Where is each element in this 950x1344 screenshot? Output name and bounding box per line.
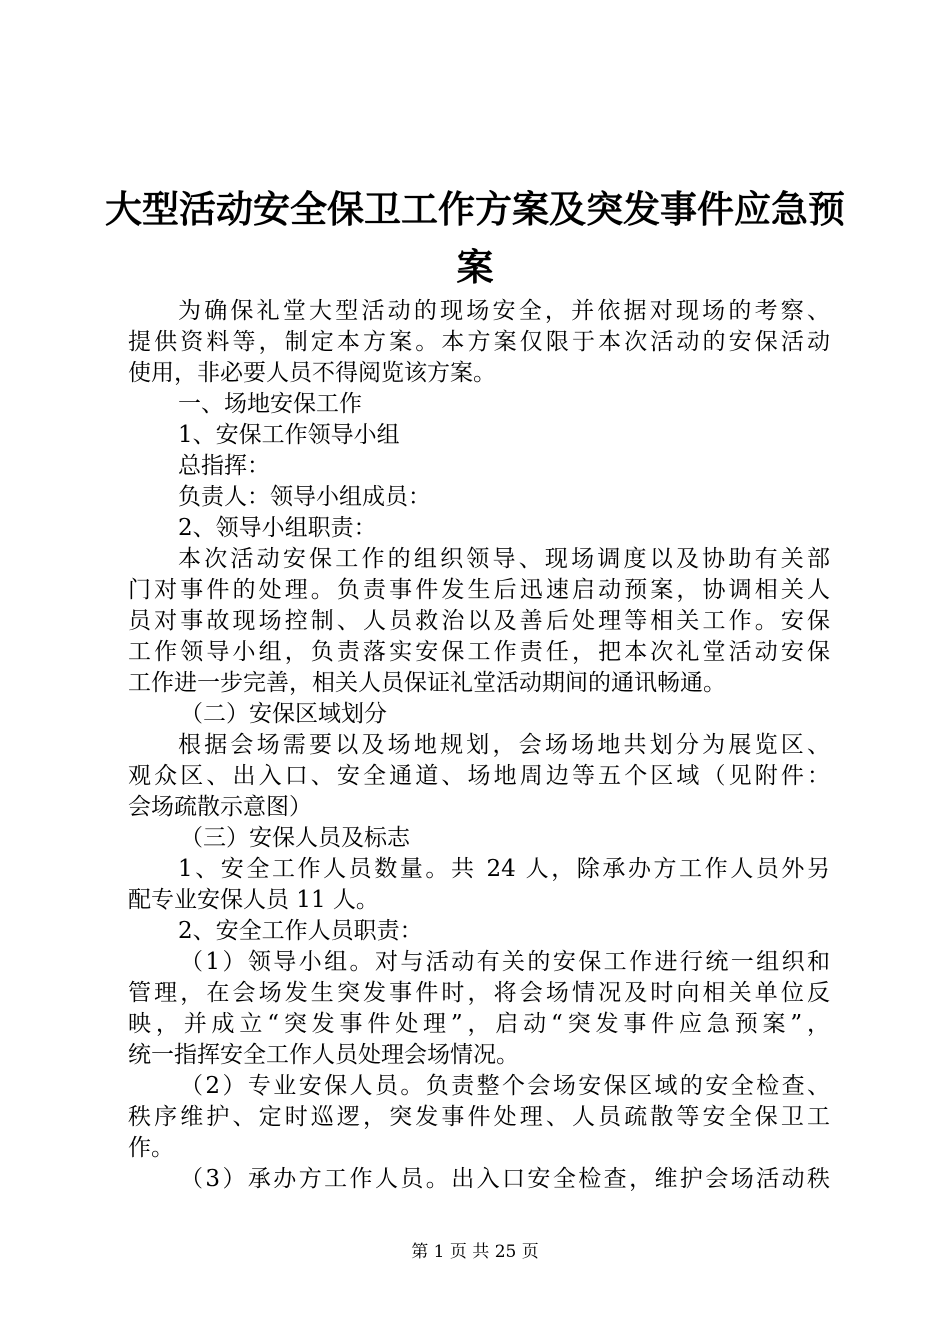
paragraph-line: 映，并成立“突发事件处理”，启动“突发事件应急预案”， (128, 1011, 830, 1037)
paragraph-line: 1、安全工作人员数量。共 24 人，除承办方工作人员外另 (178, 856, 830, 882)
document-title-line-2: 案 (456, 246, 494, 289)
paragraph-line: 工作进一步完善，相关人员保证礼堂活动期间的通讯畅通。 (128, 670, 726, 696)
paragraph-line: 统一指挥安全工作人员处理会场情况。 (128, 1042, 519, 1068)
document-title-line-1: 大型活动安全保卫工作方案及突发事件应急预 (105, 188, 845, 231)
paragraph-line: 提供资料等，制定本方案。本方案仅限于本次活动的安保活动 (128, 329, 830, 355)
subsection-heading: 2、领导小组职责： (178, 515, 377, 541)
paragraph-line: 管理，在会场发生突发事件时，将会场情况及时向相关单位反 (128, 980, 830, 1006)
page-number: 第 1 页 共 25 页 (411, 1242, 539, 1262)
paragraph-line: 负责人：领导小组成员： (178, 484, 431, 510)
paragraph-line: 为确保礼堂大型活动的现场安全，并依据对现场的考察、 (178, 298, 830, 324)
section-heading: 一、场地安保工作 (178, 391, 362, 417)
paragraph-line: 观众区、出入口、安全通道、场地周边等五个区域（见附件： (128, 763, 830, 789)
paragraph-line: 秩序维护、定时巡逻，突发事件处理、人员疏散等安全保卫工 (128, 1104, 830, 1130)
subsection-heading: 2、安全工作人员职责： (178, 918, 423, 944)
section-heading: （二）安保区域划分 (180, 701, 387, 727)
paragraph-line: 配专业安保人员 11 人。 (128, 887, 379, 913)
paragraph-line: 员对事故现场控制、人员救治以及善后处理等相关工作。安保 (128, 608, 830, 634)
document-body (128, 296, 830, 1195)
section-heading: （三）安保人员及标志 (180, 825, 410, 851)
paragraph-line: （3）承办方工作人员。出入口安全检查，维护会场活动秩 (180, 1166, 830, 1192)
paragraph-line: 工作领导小组，负责落实安保工作责任，把本次礼堂活动安保 (128, 639, 830, 665)
paragraph-line: 本次活动安保工作的组织领导、现场调度以及协助有关部 (178, 546, 830, 572)
paragraph-line: 根据会场需要以及场地规划，会场场地共划分为展览区、 (178, 732, 830, 758)
paragraph-line: 会场疏散示意图） (128, 794, 312, 820)
paragraph-line: 总指挥： (178, 453, 270, 479)
paragraph-line: （1）领导小组。对与活动有关的安保工作进行统一组织和 (180, 949, 830, 975)
paragraph-line: 门对事件的处理。负责事件发生后迅速启动预案，协调相关人 (128, 577, 830, 603)
paragraph-line: （2）专业安保人员。负责整个会场安保区域的安全检查、 (180, 1073, 830, 1099)
subsection-heading: 1、安保工作领导小组 (178, 422, 400, 448)
paragraph-line: 使用，非必要人员不得阅览该方案。 (128, 360, 496, 386)
paragraph-line: 作。 (128, 1135, 174, 1161)
